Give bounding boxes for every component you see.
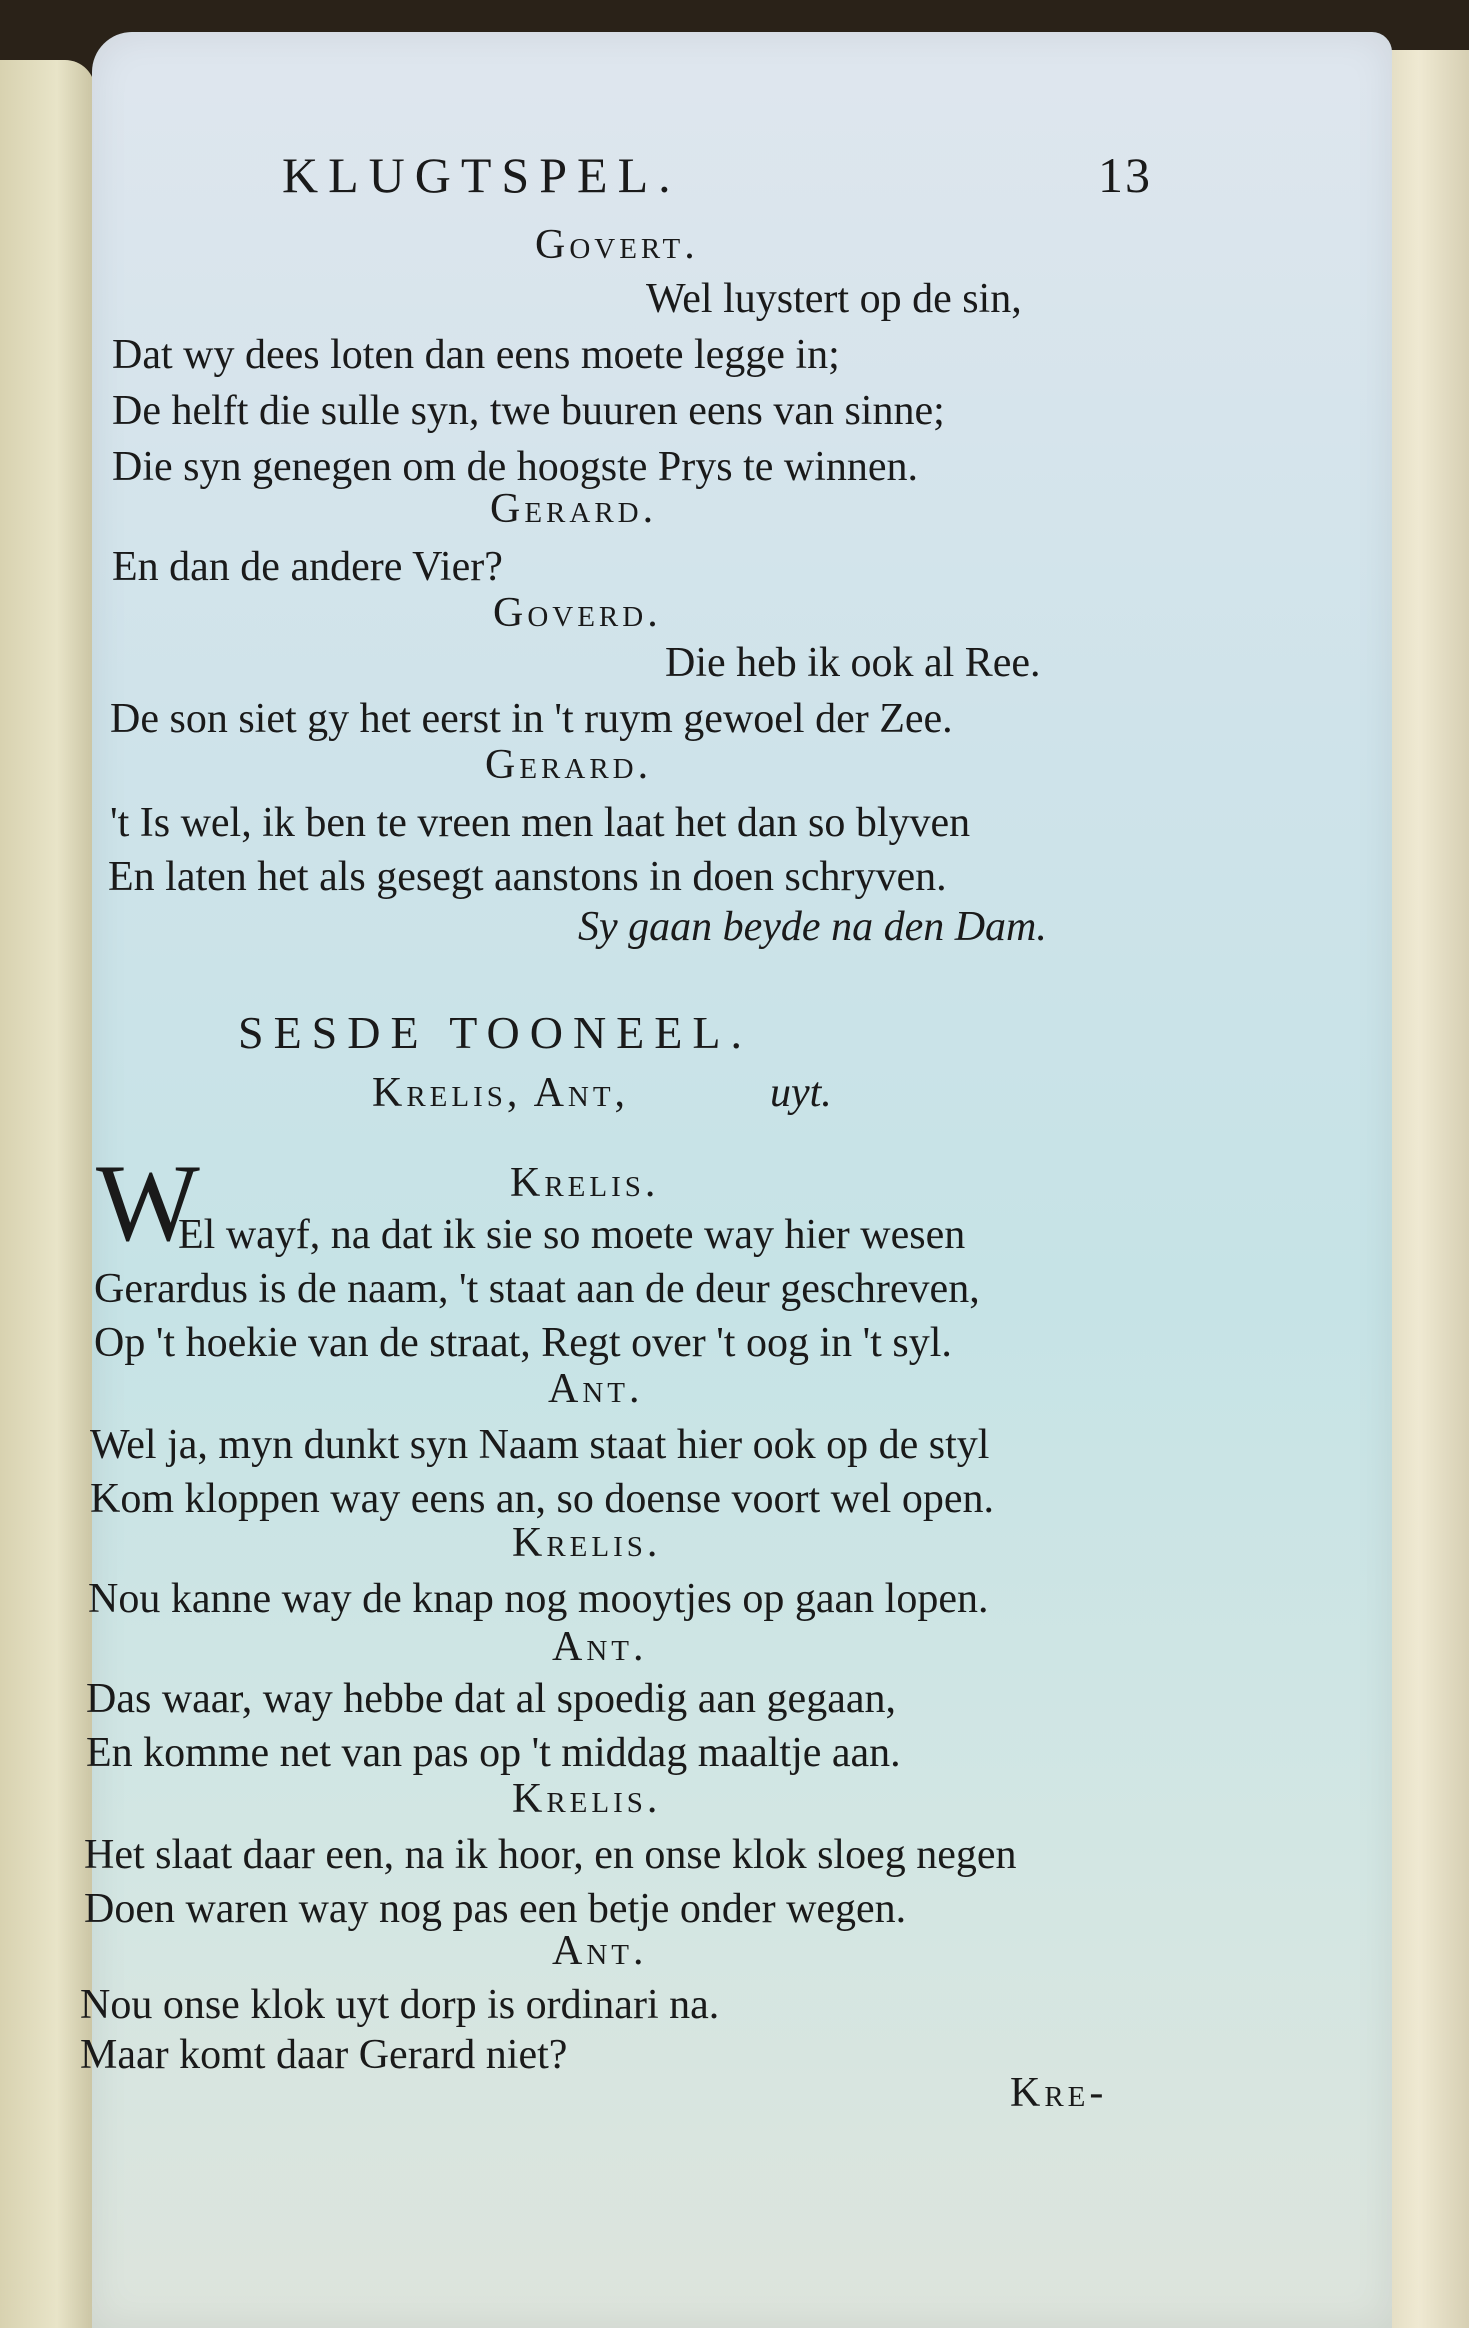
verse-line: Die syn genegen om de hoogste Prys te winnen. [112,444,919,490]
speaker-ant: Ant. [552,1928,648,1974]
verse-line: 't Is wel, ik ben te vreen men laat het dan so blyven [110,800,971,846]
speaker-govert: Govert. [535,222,699,268]
verse-line: Kom kloppen way eens an, so doense voort wel open. [90,1476,994,1522]
verse-line: Op 't hoekie van de straat, Regt over 't oog in 't syl. [94,1320,952,1366]
speaker-gerard: Gerard. [485,742,653,788]
verse-line: En dan de andere Vier? [112,544,503,590]
speaker-krelis: Krelis. [510,1160,660,1206]
speaker-krelis: Krelis. [512,1520,662,1566]
verse-line: Het slaat daar een, na ik hoor, en onse klok sloeg negen [84,1832,1017,1878]
verse-line: En komme net van pas op 't middag maaltje aan. [86,1730,901,1776]
verse-line: Wel luystert op de sin, [646,276,1022,322]
verse-line: En laten het als gesegt aanstons in doen schryven. [108,854,947,900]
verse-line: Gerardus is de naam, 't staat aan de deur geschreven, [94,1266,980,1312]
speaker-ant: Ant. [552,1624,648,1670]
verse-line: Das waar, way hebbe dat al spoedig aan gegaan, [86,1676,896,1722]
speaker-ant: Ant. [548,1366,644,1412]
verse-line: Wel ja, myn dunkt syn Naam staat hier ook op de styl [90,1422,990,1468]
page-number: 13 [1098,147,1152,203]
verse-line: Nou onse klok uyt dorp is ordinari na. [80,1982,720,2028]
speaker-goverd: Goverd. [493,590,662,636]
speaker-krelis: Krelis. [512,1776,662,1822]
scene-characters: Krelis, Ant, [372,1070,630,1116]
verse-line: Nou kanne way de knap nog mooytjes op gaan lopen. [88,1576,989,1622]
page-stack-edge [1385,50,1469,2328]
verse-line: El wayf, na dat ik sie so moete way hier wesen [178,1212,966,1258]
stage-direction: uyt. [770,1070,832,1116]
verse-line: Die heb ik ook al Ree. [665,640,1041,686]
verse-line: De helft die sulle syn, twe buuren eens van sinne; [112,388,945,434]
drop-cap: W [96,1142,200,1264]
verse-line: Maar komt daar Gerard niet? [80,2032,568,2078]
speaker-gerard: Gerard. [490,486,658,532]
verse-line: Dat wy dees loten dan eens moete legge in; [112,332,840,378]
scene-heading: SESDE TOONEEL. [238,1007,752,1058]
catchword: Kre- [1010,2070,1108,2116]
stage-direction: Sy gaan beyde na den Dam. [578,904,1047,950]
verse-line: Doen waren way nog pas een betje onder wegen. [84,1886,907,1932]
verse-line: De son siet gy het eerst in 't ruym gewoel der Zee. [110,696,953,742]
running-title: KLUGTSPEL. [282,147,681,203]
